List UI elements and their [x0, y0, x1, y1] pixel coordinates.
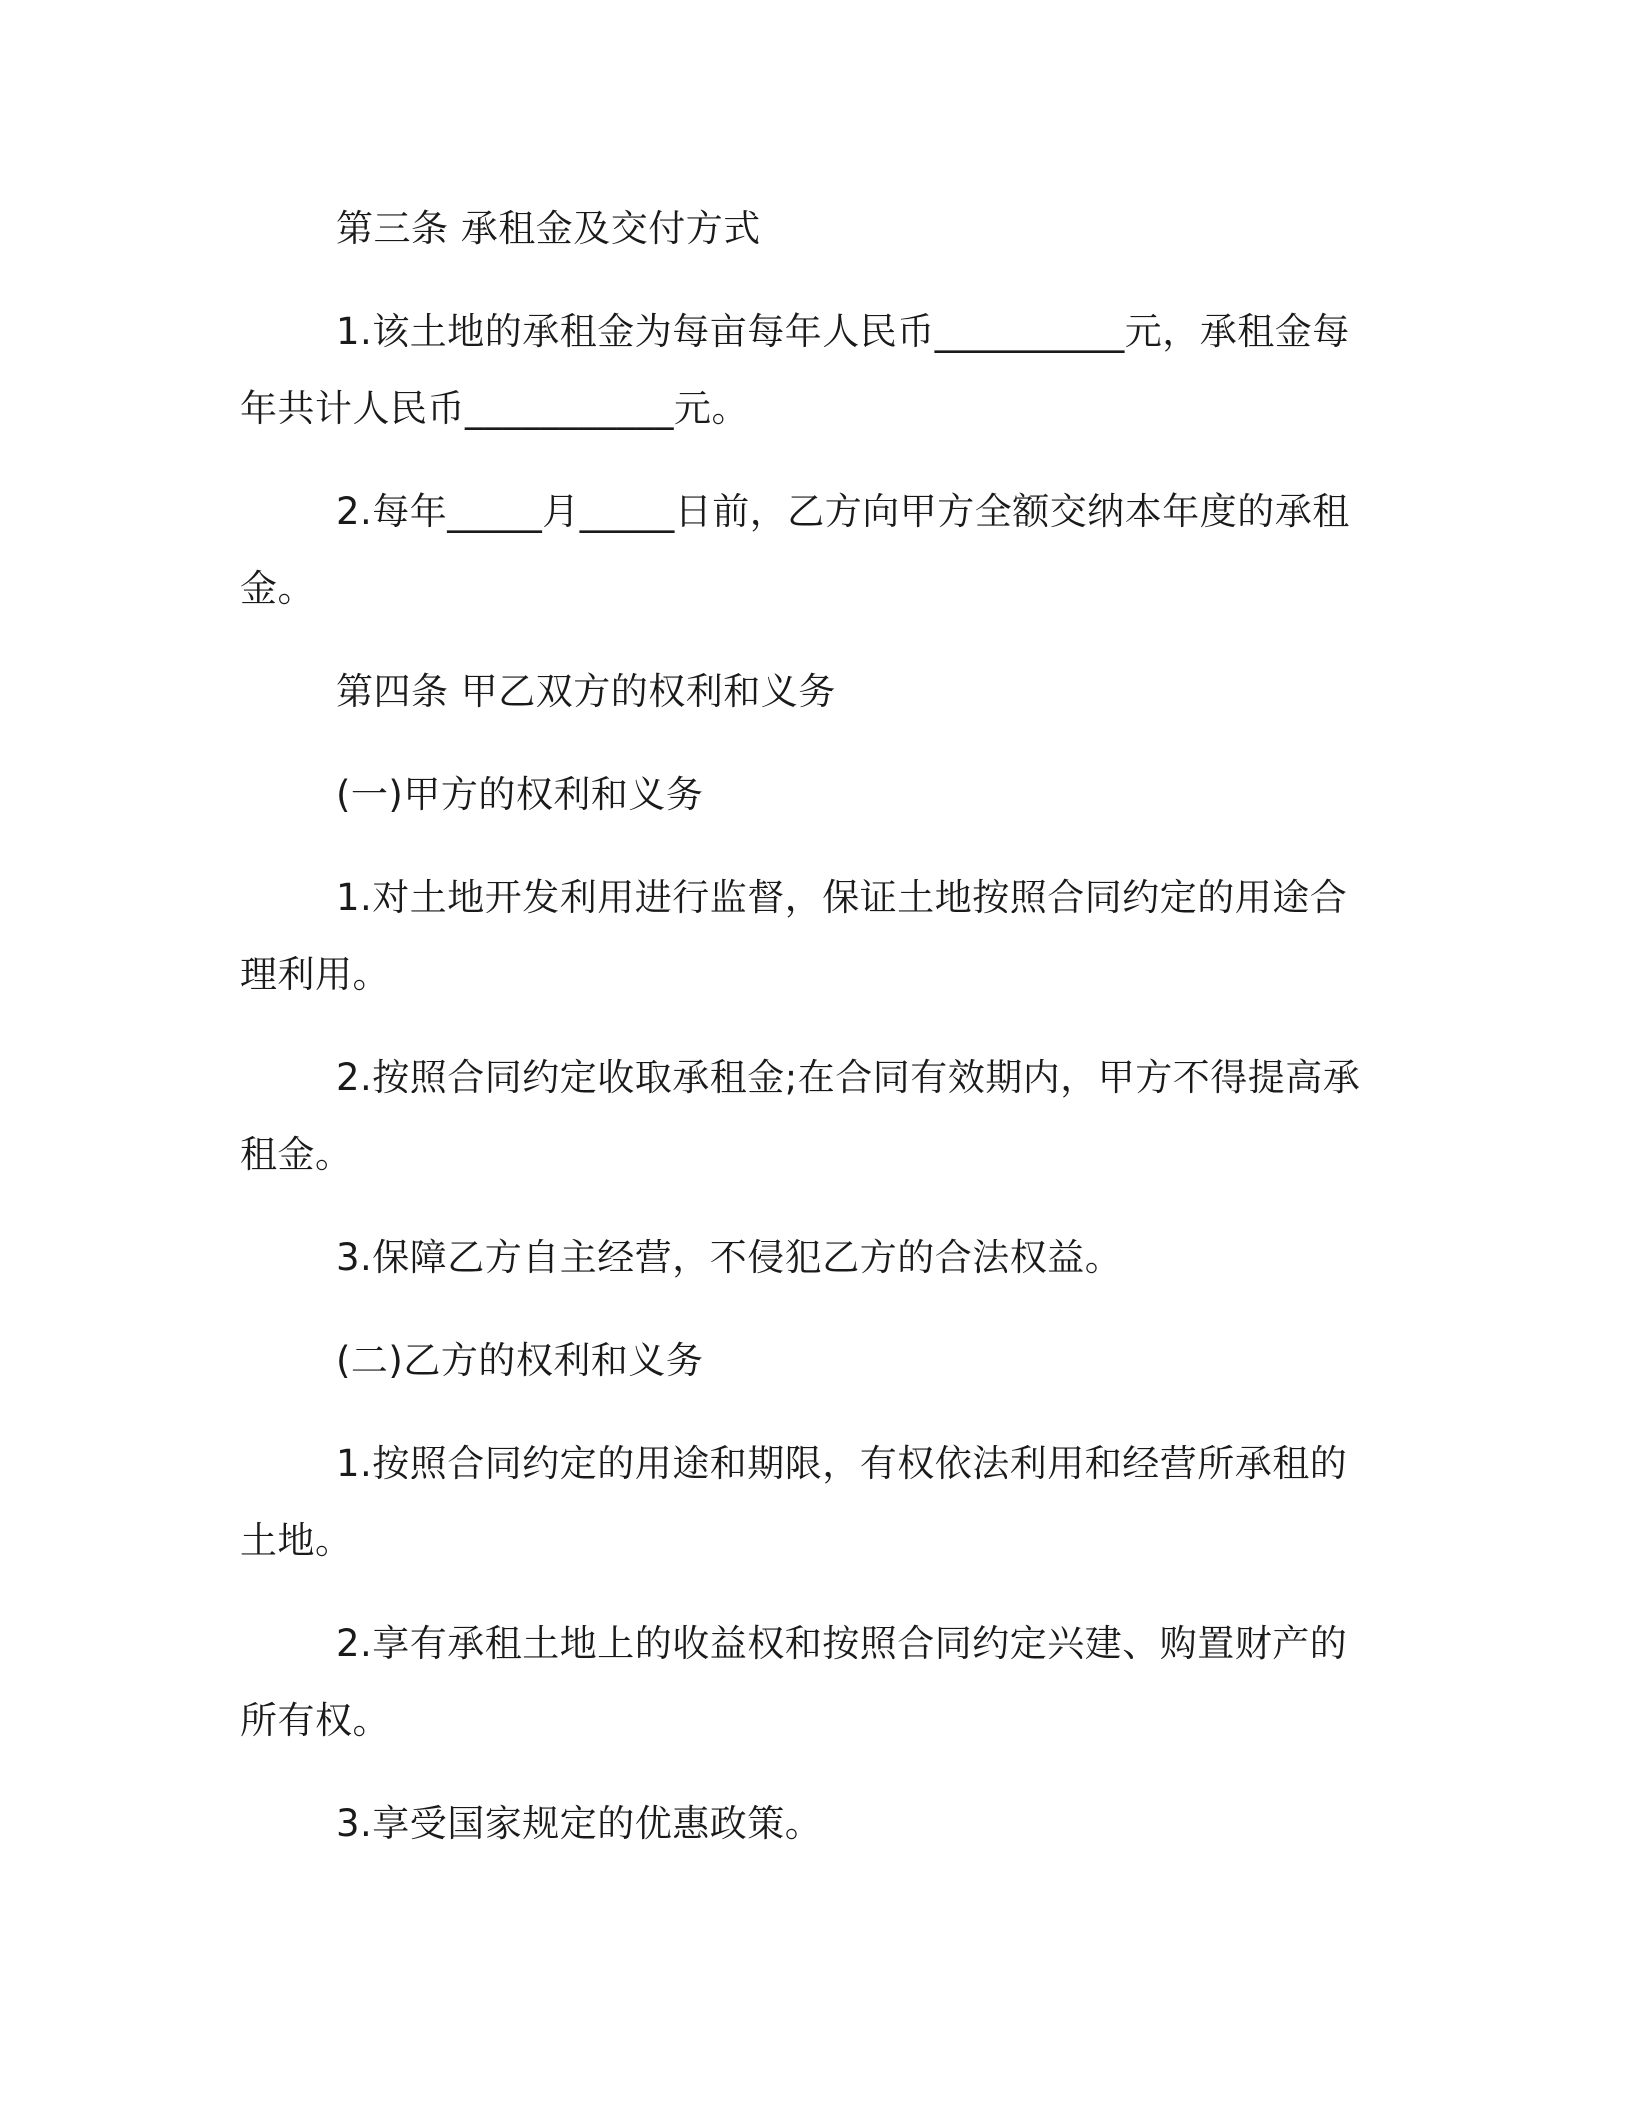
- party-b-heading: (二)乙方的权利和义务: [336, 1339, 704, 1382]
- party-a-item-2: 2.按照合同约定收取承租金;在合同有效期内，甲方不得提高承租金。: [240, 1056, 1361, 1176]
- party-a-heading: (一)甲方的权利和义务: [336, 773, 704, 816]
- party-b-item-2: 2.享有承租土地上的收益权和按照合同约定兴建、购置财产的所有权。: [240, 1622, 1348, 1742]
- article-4-title: 第四条 甲乙双方的权利和义务: [336, 670, 836, 713]
- party-a-item-3: 3.保障乙方自主经营，不侵犯乙方的合法权益。: [336, 1236, 1123, 1279]
- document-body: [240, 190, 1380, 1888]
- article-3-title: 第三条 承租金及交付方式: [336, 207, 761, 250]
- article-3-item-1: 1.该土地的承租金为每亩每年人民币__________元，承租金每年共计人民币___________元。: [240, 310, 1350, 430]
- party-b-item-3: 3.享受国家规定的优惠政策。: [336, 1802, 823, 1845]
- party-b-item-1: 1.按照合同约定的用途和期限，有权依法利用和经营所承租的土地。: [240, 1442, 1348, 1562]
- party-a-item-1: 1.对土地开发利用进行监督，保证土地按照合同约定的用途合理利用。: [240, 876, 1348, 996]
- article-3-item-2: 2.每年_____月_____日前，乙方向甲方全额交纳本年度的承租金。: [240, 490, 1350, 610]
